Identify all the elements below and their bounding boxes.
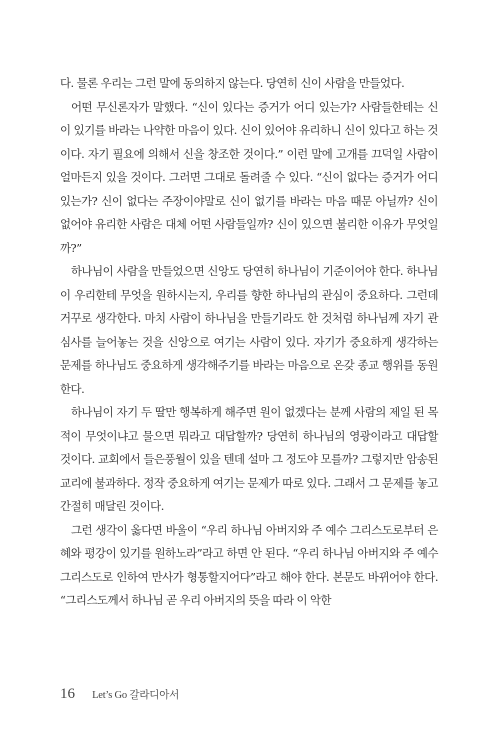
body-text: [60, 72, 438, 613]
paragraph-atheist-quote: 어떤 무신론자가 말했다. “신이 있다는 증거가 어디 있는가? 사람들한테는 신이 있기를 바라는 나약한 마음이 있다. 신이 있어야 유리하니 신이 있다고 하는 것이다. 자기 필요에 의해서 신을 창조한 것이다.” 이런 말에 고개를 끄덕일 사람이 얼마든지 있을 것이다. 그러면 그대로 돌려줄 수 있다. “신이 없다는 증거가 어디 있는가? 신이 없다는 주장이야말로 신이 없기를 바라는 마음 때문 아닐까? 신이 없어야 유리한 사람은 대체 어떤 사람들일까? 신이 있으면 불리한 이유가 무엇일까?”: [60, 99, 438, 255]
running-title: Let’s Go 갈라디아서: [92, 690, 180, 701]
page-number: 16: [60, 686, 75, 702]
page-footer: [60, 683, 179, 703]
paragraph-paul-greeting: 그런 생각이 옳다면 바울이 “우리 하나님 아버지와 주 예수 그리스도로부터 은혜와 평강이 있기를 원하노라”라고 하면 안 된다. “우리 하나님 아버지와 주 예수 그리스도로 인하여 만사가 형통할지어다”라고 해야 한다. 본문도 바뀌어야 한다. “그리스도께서 하나님 곧 우리 아버지의 뜻을 따라 이 악한: [60, 522, 438, 607]
paragraph-continuation: 다. 물론 우리는 그런 말에 동의하지 않는다. 당연히 신이 사람을 만들었다.: [60, 76, 405, 90]
paragraph-faith-standard: 하나님이 사람을 만들었으면 신앙도 당연히 하나님이 기준이어야 한다. 하나님이 우리한테 무엇을 원하시는지, 우리를 향한 하나님의 관심이 중요하다. 그런데 거꾸로 생각한다. 마치 사람이 하나님을 만들기라도 한 것처럼 하나님께 자기 관심사를 늘어놓는 것을 신앙으로 여기는 사람이 있다. 자기가 중요하게 생각하는 문제를 하나님도 중요하게 생각해주기를 바라는 마음으로 온갖 종교 행위를 동원한다.: [60, 264, 438, 396]
paragraph-two-daughters: 하나님이 자기 두 딸만 행복하게 해주면 원이 없겠다는 분께 사람의 제일 된 목적이 무엇이냐고 물으면 뭐라고 대답할까? 당연히 하나님의 영광이라고 대답할 것이다. 교회에서 들은풍월이 있을 텐데 설마 그 정도야 모를까? 그렇지만 암송된 교리에 불과하다. 정작 중요하게 여기는 문제가 따로 있다. 그래서 그 문제를 놓고 간절히 매달린 것이다.: [60, 405, 438, 513]
